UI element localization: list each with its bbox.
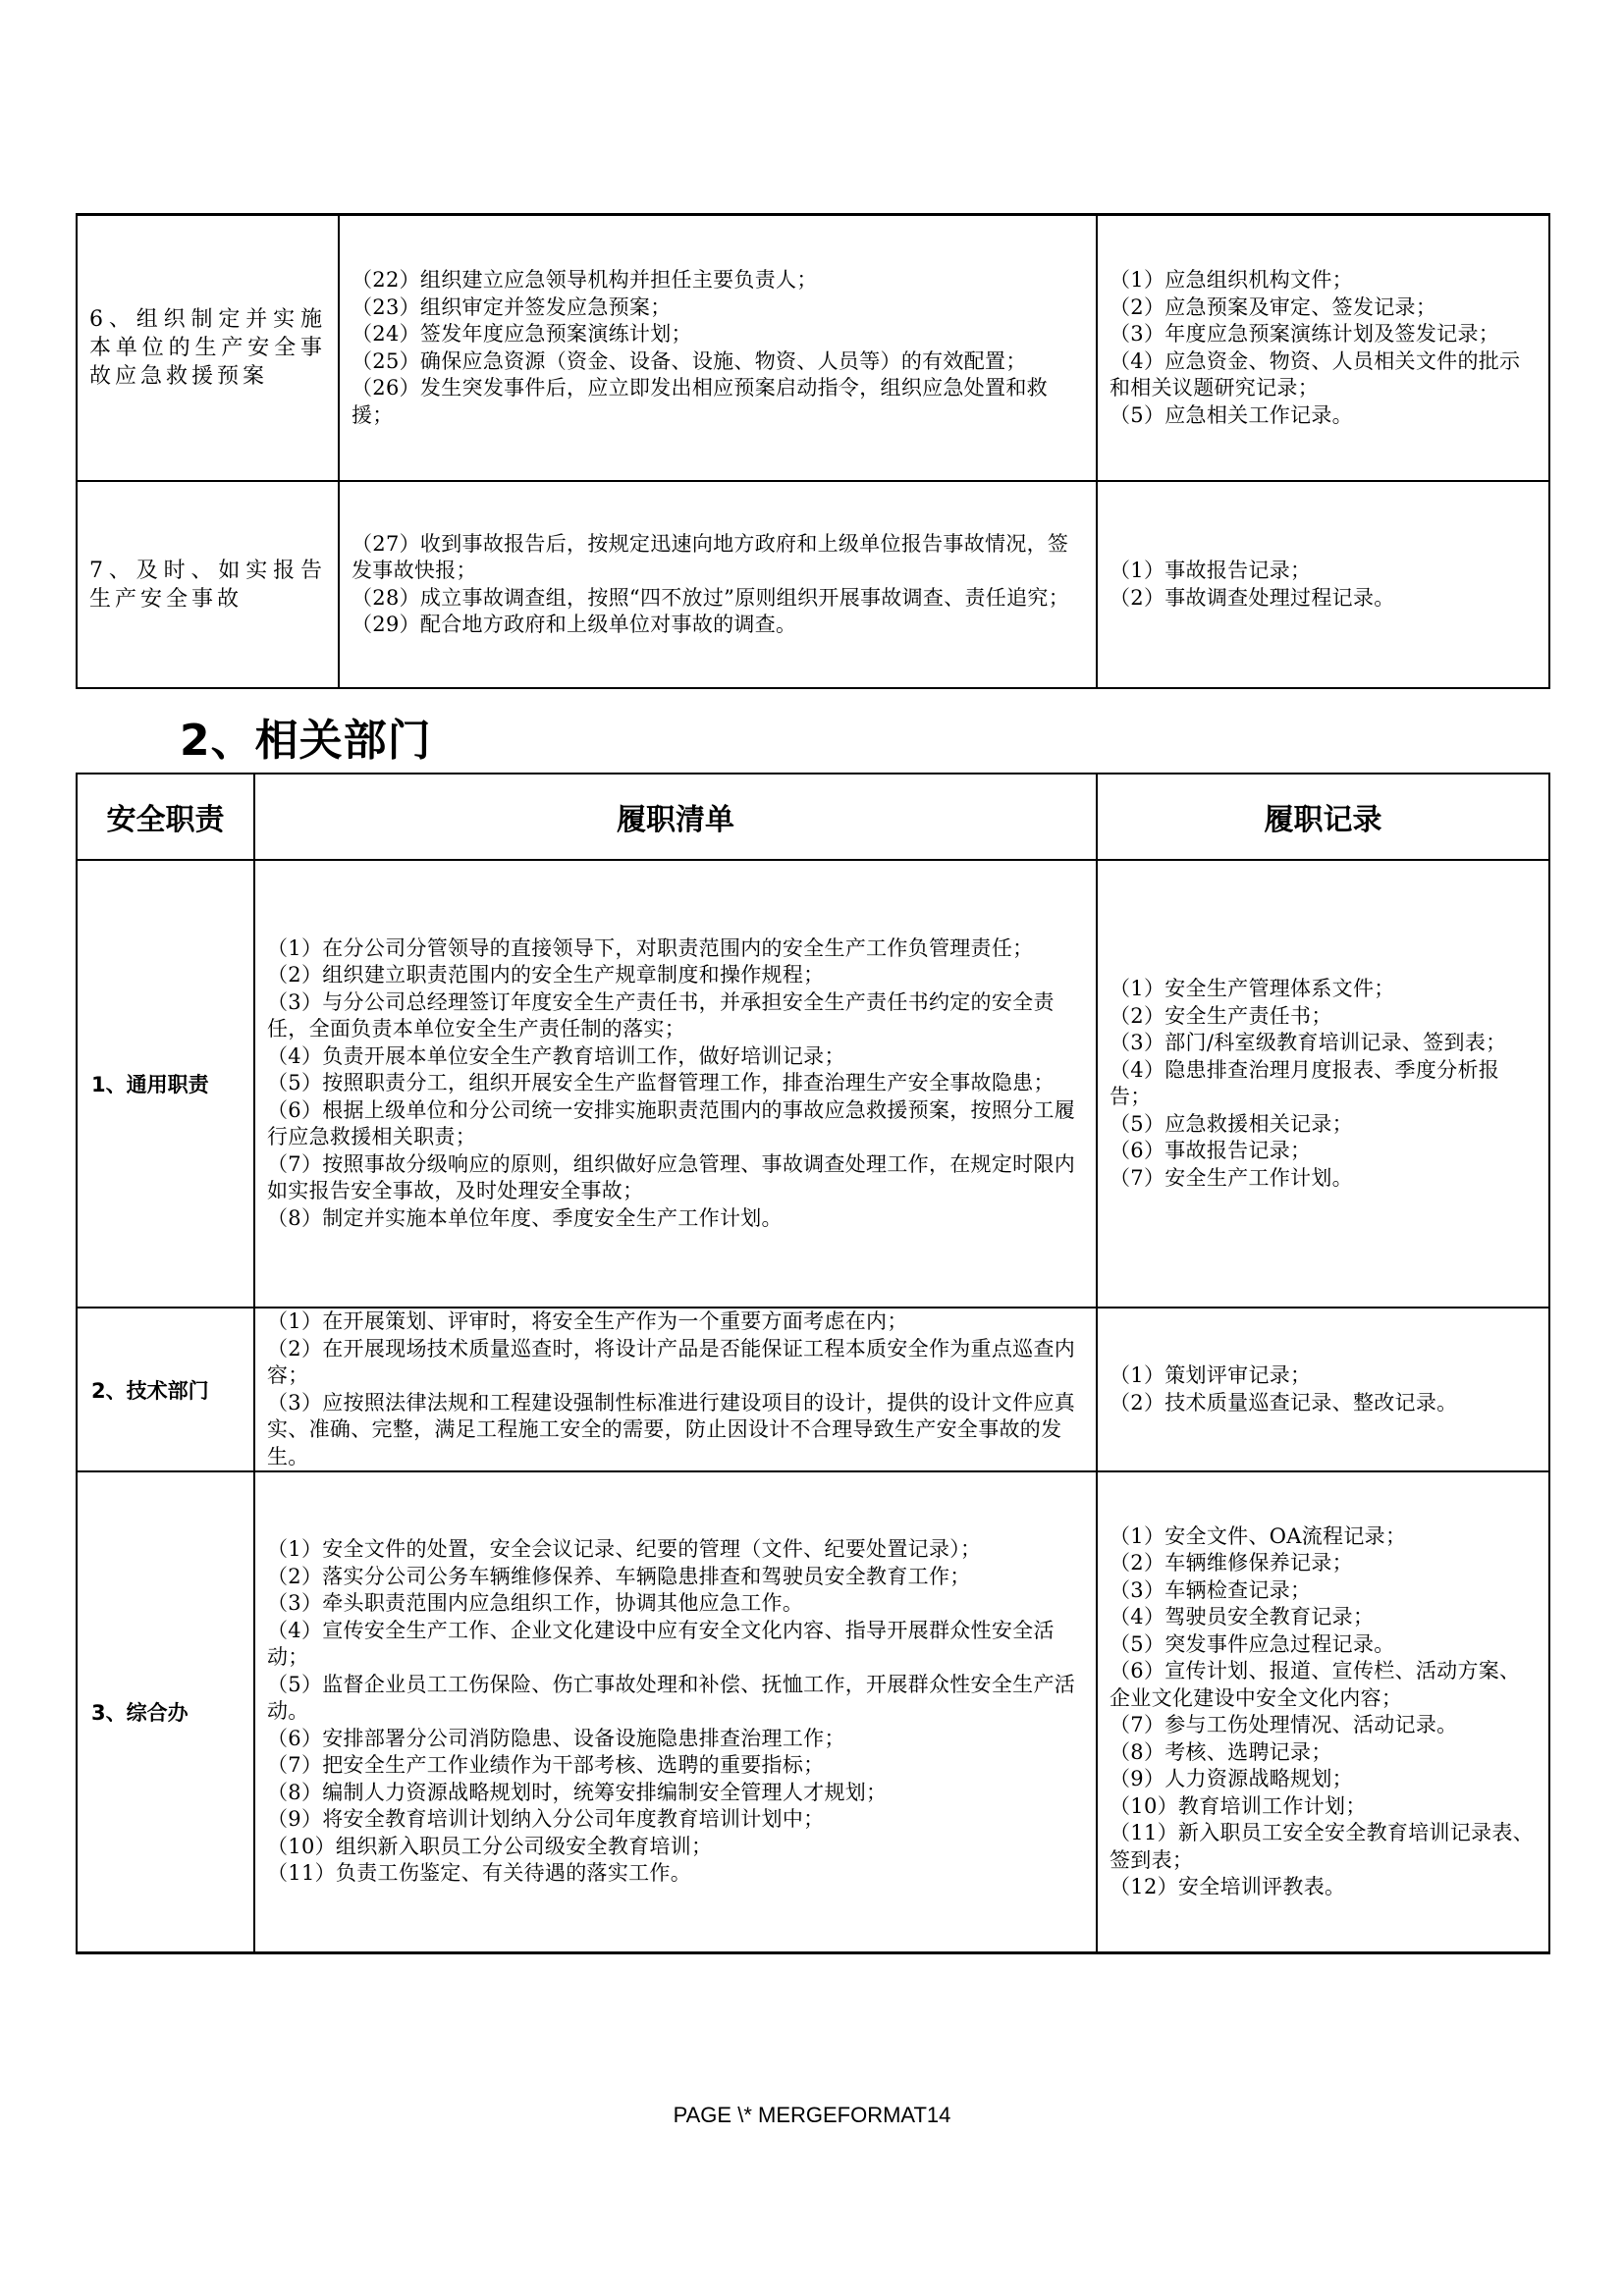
duty-cell: 6、组织制定并实施本单位的生产安全事故应急救援预案 [77,215,339,482]
column-header-checklist: 履职清单 [254,774,1097,860]
checklist-item: （2）落实分公司公务车辆维修保养、车辆隐患排查和驾驶员安全教育工作； [267,1564,971,1588]
record-item: （4）应急资金、物资、人员相关文件的批示和相关议题研究记录； [1110,348,1521,400]
record-item: （6）宣传计划、报道、宣传栏、活动方案、企业文化建设中安全文化内容； [1110,1659,1521,1710]
table-row [77,860,1549,1308]
checklist-item: （6）安排部署分公司消防隐患、设备设施隐患排查治理工作； [267,1726,845,1750]
record-item: （3）年度应急预案演练计划及签发记录； [1110,322,1500,346]
duty-cell: 7、及时、如实报告生产安全事故 [77,481,339,688]
table-header-row [77,774,1549,860]
records-cell [1097,215,1549,482]
checklist-item: （10）组织新入职员工分公司级安全教育培训； [267,1834,713,1858]
record-item: （10）教育培训工作计划； [1110,1793,1367,1818]
checklist-item: （5）按照职责分工，组织开展安全生产监督管理工作，排查治理生产安全事故隐患； [267,1071,1055,1095]
record-item: （2）技术质量巡查记录、整改记录。 [1110,1390,1458,1415]
table-row [77,1308,1549,1471]
section-heading: 2、相关部门 [180,716,432,766]
record-item: （2）事故调查处理过程记录。 [1110,585,1395,610]
checklist-item: （3）牵头职责范围内应急组织工作，协调其他应急工作。 [267,1591,804,1616]
record-item: （2）应急预案及审定、签发记录； [1110,294,1437,319]
record-item: （5）突发事件应急过程记录。 [1110,1631,1395,1656]
record-item: （9）人力资源战略规划； [1110,1767,1353,1790]
checklist-item: （25）确保应急资源（资金、设备、设施、物资、人员等）的有效配置； [352,348,1027,373]
checklist-item: （9）将安全教育培训计划纳入分公司年度教育培训计划中； [267,1807,825,1832]
record-item: （1）策划评审记录； [1110,1363,1312,1387]
record-item: （7）安全生产工作计划。 [1110,1165,1353,1190]
duty-cell: 3、综合办 [77,1471,254,1953]
record-item: （4）驾驶员安全教育记录； [1110,1605,1375,1629]
checklist-item: （3）与分公司总经理签订年度安全生产责任书，并承担安全生产责任书约定的安全责任，全面负责本单位安全生产责任制的落实； [267,989,1055,1041]
record-item: （12）安全培训评教表。 [1110,1875,1346,1898]
record-item: （7）参与工伤处理情况、活动记录。 [1110,1713,1458,1736]
checklist-cell [339,215,1097,482]
checklist-cell [254,860,1097,1308]
duty-cell: 1、通用职责 [77,860,254,1308]
record-item: （3）车辆检查记录； [1110,1577,1312,1602]
record-item: （1）事故报告记录； [1110,559,1312,582]
checklist-item: （4）负责开展本单位安全生产教育培训工作，做好培训记录； [267,1043,845,1068]
checklist-cell [254,1471,1097,1953]
record-item: （3）部门/科室级教育培训记录、签到表； [1110,1031,1507,1054]
duty-table-continued [76,213,1550,689]
checklist-item: （7）按照事故分级响应的原则，组织做好应急管理、事故调查处理工作，在规定时限内如实报告安全事故，及时处理安全事故； [267,1151,1076,1203]
record-item: （2）车辆维修保养记录； [1110,1551,1353,1575]
checklist-item: （1）安全文件的处置，安全会议记录、纪要的管理（文件、纪要处置记录）； [267,1537,982,1562]
record-item: （4）隐患排查治理月度报表、季度分析报告； [1110,1057,1500,1108]
checklist-item: （5）监督企业员工工伤保险、伤亡事故处理和补偿、抚恤工作，开展群众性安全生产活动。 [267,1672,1076,1724]
table-row [77,215,1549,482]
record-item: （8）考核、选聘记录； [1110,1739,1332,1764]
records-cell [1097,860,1549,1308]
page-footer: PAGE \* MERGEFORMAT14 [673,2103,951,2127]
department-duty-table [76,773,1550,1954]
checklist-cell [339,481,1097,688]
checklist-item: （1）在开展策划、评审时，将安全生产作为一个重要方面考虑在内； [267,1309,908,1333]
record-item: （5）应急相关工作记录。 [1110,402,1353,427]
checklist-item: （28）成立事故调查组，按照“四不放过”原则组织开展事故调查、责任追究； [352,585,1069,610]
checklist-item: （11）负责工伤鉴定、有关待遇的落实工作。 [267,1861,692,1886]
checklist-item: （8）编制人力资源战略规划时，统筹安排编制安全管理人才规划； [267,1780,888,1804]
checklist-item: （27）收到事故报告后，按规定迅速向地方政府和上级单位报告事故情况，签发事故快报； [352,531,1069,582]
record-item: （5）应急救援相关记录； [1110,1111,1353,1136]
checklist-item: （8）制定并实施本单位年度、季度安全生产工作计划。 [267,1205,783,1230]
column-header-duty: 安全职责 [77,774,254,860]
records-cell [1097,481,1549,688]
column-header-records: 履职记录 [1097,774,1549,860]
checklist-item: （6）根据上级单位和分公司统一安排实施职责范围内的事故应急救援预案，按照分工履行应急救援相关职责； [267,1097,1076,1149]
duty-cell: 2、技术部门 [77,1308,254,1471]
record-item: （11）新入职员工安全安全教育培训记录表、签到表； [1110,1821,1535,1872]
table-row [77,481,1549,688]
record-item: （1）应急组织机构文件； [1110,268,1353,292]
checklist-item: （7）把安全生产工作业绩作为干部考核、选聘的重要指标； [267,1753,825,1778]
record-item: （1）安全文件、OA流程记录； [1110,1523,1407,1548]
checklist-item: （24）签发年度应急预案演练计划； [352,322,692,346]
records-cell [1097,1471,1549,1953]
checklist-item: （3）应按照法律法规和工程建设强制性标准进行建设项目的设计，提供的设计文件应真实、准确、完整，满足工程施工安全的需要，防止因设计不合理导致生产安全事故的发生。 [267,1390,1076,1468]
records-cell [1097,1308,1549,1471]
checklist-item: （4）宣传安全生产工作、企业文化建设中应有安全文化内容、指导开展群众性安全活动； [267,1618,1055,1670]
checklist-item: （1）在分公司分管领导的直接领导下，对职责范围内的安全生产工作负管理责任； [267,935,1034,960]
record-item: （2）安全生产责任书； [1110,1003,1332,1028]
checklist-item: （2）组织建立职责范围内的安全生产规章制度和操作规程； [267,963,825,988]
checklist-item: （22）组织建立应急领导机构并担任主要负责人； [352,268,818,292]
checklist-cell [254,1308,1097,1471]
checklist-item: （26）发生突发事件后，应立即发出相应预案启动指令，组织应急处置和救援； [352,376,1048,427]
record-item: （6）事故报告记录； [1110,1139,1312,1162]
checklist-item: （29）配合地方政府和上级单位对事故的调查。 [352,613,797,636]
checklist-item: （23）组织审定并签发应急预案； [352,294,672,319]
checklist-item: （2）在开展现场技术质量巡查时，将设计产品是否能保证工程本质安全作为重点巡查内容； [267,1336,1076,1387]
record-item: （1）安全生产管理体系文件； [1110,977,1395,1000]
table-row [77,1471,1549,1953]
